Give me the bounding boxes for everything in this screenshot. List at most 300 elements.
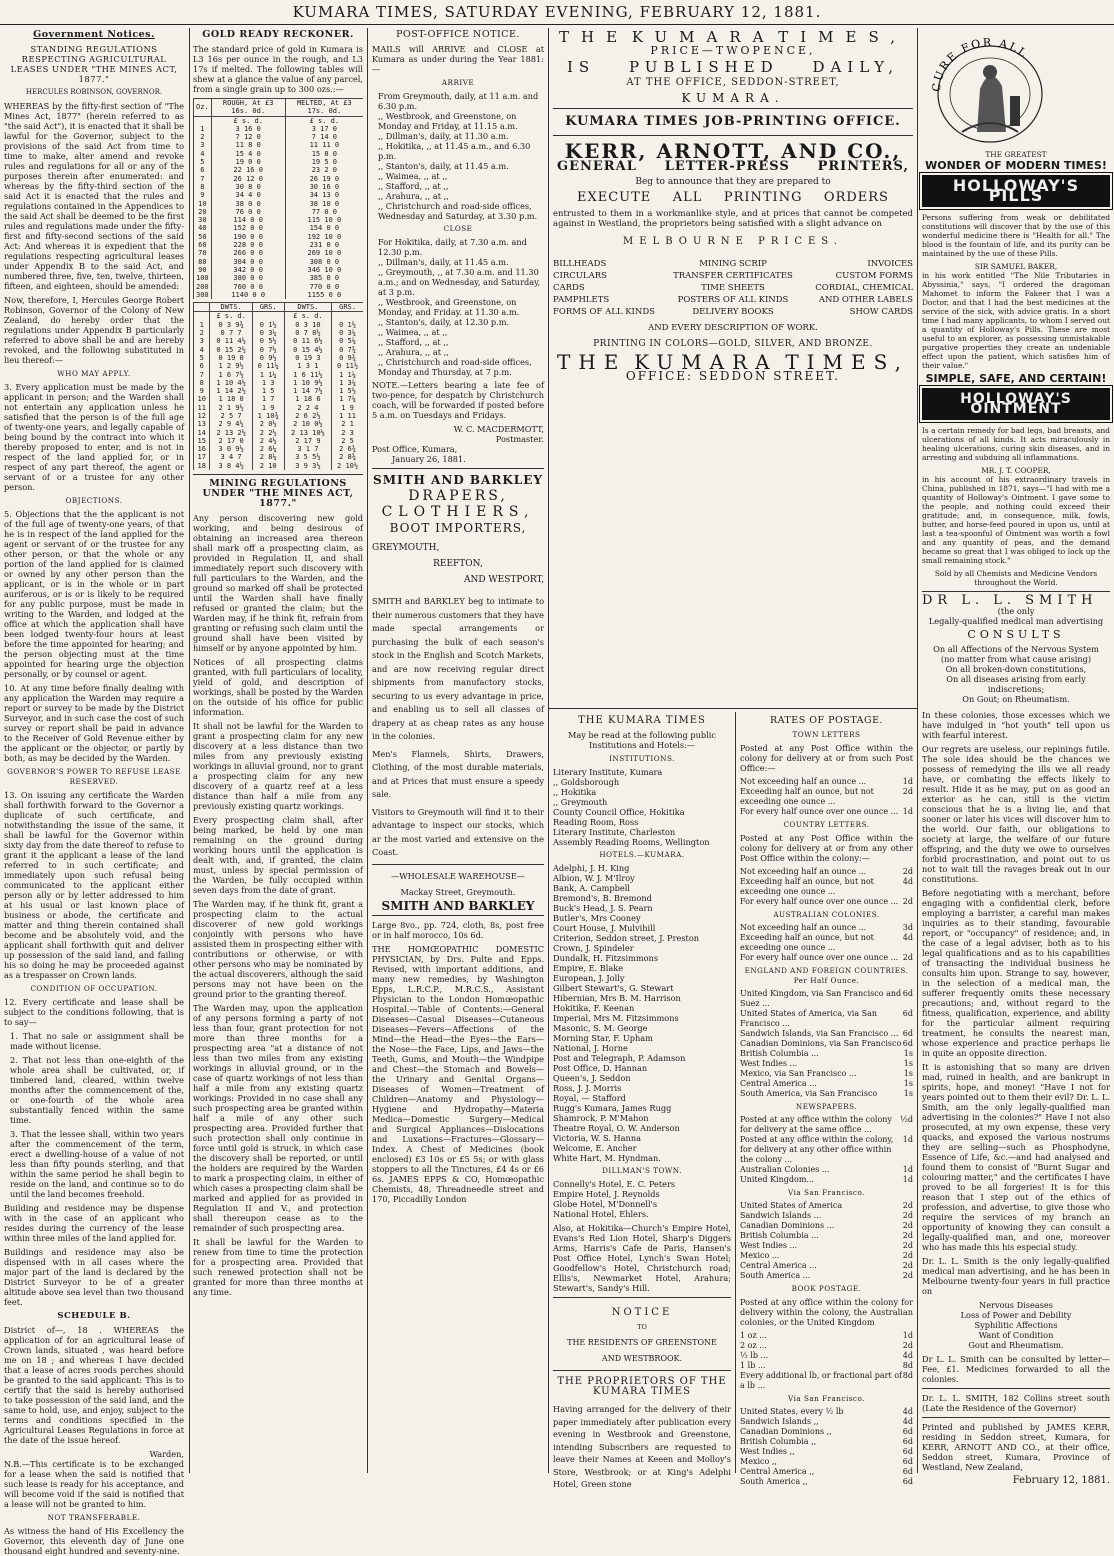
- colours-line: PRINTING IN COLORS—GOLD, SILVER, AND BRONZE.: [593, 339, 873, 349]
- paragraph: MAILS will ARRIVE and CLOSE at Kumara as under during the Year 1881:—: [372, 44, 544, 74]
- rate-label: Mexico, via San Francisco ...: [740, 1069, 857, 1078]
- rate-label: Sandwich Islands ...: [740, 1211, 822, 1220]
- paragraph: Posted at any Post Office within the colony for delivery at or from any other Post Office within the colony:—: [740, 833, 913, 863]
- sold-line: Sold by all Chemists and Medicine Vendors throughout the World.: [934, 569, 1098, 587]
- imprint: Printed and published by JAMES KERR, residing in Seddon street, Kumara, for KERR, ARNOTT AND CO., at their office, Seddon street, Kumara, Province of Westland, New Zealand,: [922, 1422, 1110, 1472]
- side-heading: DILLMAN'S TOWN.: [602, 1166, 682, 1175]
- rate-row: [740, 1069, 913, 1079]
- table-cell: 2 6 2½: [284, 412, 331, 420]
- rate-value: 2d: [902, 953, 913, 962]
- rate-row: [740, 1457, 913, 1467]
- list-item: Queen's, J. Seddon: [553, 1073, 631, 1083]
- table-row: [194, 329, 364, 337]
- rate-value: 1d: [902, 1165, 913, 1174]
- kt-office: AT THE OFFICE, SEDDON-STREET,: [626, 77, 840, 88]
- table-cell: 3 8 4½: [210, 462, 252, 470]
- table-cell: 3 16 0: [211, 125, 285, 133]
- side-heading: TOWN LETTERS: [792, 730, 861, 739]
- rate-row: [740, 953, 913, 963]
- table-cell: 0 15 4½: [284, 346, 331, 354]
- rate-value: 1d: [902, 777, 913, 786]
- table-cell: 0 7 7: [210, 329, 252, 337]
- rate-label: Sandwich Islands, via San Francisco ...: [740, 1029, 899, 1038]
- kerr-arnott-heading: KERR, ARNOTT, AND CO.,: [564, 139, 902, 163]
- list-item: ,, Stafford, ,, at ,,: [378, 181, 449, 191]
- paragraph: Building and residence may be dispense with in the case of an applicant who resides during the currency of the lease within three miles of the land applied for.: [4, 1203, 184, 1243]
- paragraph: The Warden may, if he think fit, grant a prospecting claim to the actual discoverer of new gold workings conjointly with persons who have assisted them in prospecting either with contributions or otherwise, or with other persons who may be nominated by the actual discoverers, although the said persons may not have been on the ground prior to the granting thereof.: [193, 899, 363, 1000]
- word: GENERAL: [557, 159, 637, 174]
- table-cell: 3 5 5½: [284, 453, 331, 461]
- rate-row: [740, 1261, 913, 1271]
- list-item: Theatre Royal, O. W. Anderson: [553, 1123, 680, 1133]
- list-item: Morning Star, F. Upham: [553, 1033, 653, 1043]
- kt-title-row: [553, 28, 913, 46]
- table-cell: 38 0 0: [211, 200, 285, 208]
- rate-label: West Indies ...: [740, 1241, 798, 1250]
- table-cell: 17: [194, 453, 210, 461]
- table-cell: 0 9¾: [332, 354, 363, 362]
- list-item: Butler's, Mrs Cooney: [553, 913, 641, 923]
- rate-value: 1s: [903, 1049, 913, 1058]
- rate-value: 6d: [902, 1009, 913, 1018]
- table-row: [194, 371, 364, 379]
- table-row: [194, 291, 364, 299]
- rate-value: 2d: [902, 1251, 913, 1260]
- rate-label: Sandwich Islands ,,: [740, 1417, 819, 1426]
- paragraph: NOTE.—Letters bearing a late fee of two-pence, for despatch by Christchurch coach, will be forwarded if posted before 5 a.m. on Tuesdays and Fridays.: [372, 380, 544, 420]
- table-subheader: [252, 312, 284, 321]
- table-cell: 30 16 0: [285, 183, 363, 191]
- table-cell: 1 6 7½: [210, 371, 252, 379]
- table-cell: 0 7 8½: [284, 329, 331, 337]
- list-item: ,, Christchurch and road-side offices, Monday and Thursday, at 7 p.m.: [378, 357, 532, 377]
- paragraph: Buildings and residence may also be dispensed with in all cases where the major part of the land is declared by the District Surveyor to be of a greater altitude above sea level than two thousand feet.: [4, 1247, 184, 1307]
- table-cell: 7 12 0: [211, 133, 285, 141]
- rate-value: 2d: [902, 1341, 913, 1350]
- table-cell: 0 7½: [252, 346, 284, 354]
- table-cell: 4: [194, 346, 210, 354]
- paragraph: Also, at Hokitika—Church's Empire Hotel, Evans's Red Lion Hotel, Sharp's Diggers Arms, Harris's Cafe de Paris, Hansen's Post Office Hotel, Lynch's Swan Hotel; Goodfellow's Hotel, Christchurch road; Ellis's, Newmarket Hotel, Arahura; Stewart's, Sandy's Hill.: [553, 1223, 731, 1293]
- list-item: On Gout; on Rheumatism.: [962, 694, 1070, 704]
- table-cell: 0 11¼: [252, 362, 284, 370]
- rate-row: [740, 933, 913, 953]
- rate-label: Canadian Dominions ,,: [740, 1427, 832, 1436]
- execute-row: [553, 190, 913, 205]
- imprint-date: February 12, 1881.: [1012, 1475, 1110, 1486]
- table-cell: 1 7¼: [332, 395, 363, 403]
- table-cell: 342 0 0: [211, 266, 285, 274]
- table-cell: 22 16 0: [211, 166, 285, 174]
- printing-item: CUSTOM FORMS: [835, 271, 913, 281]
- printing-item: BILLHEADS: [553, 259, 607, 269]
- table-cell: 18: [194, 462, 210, 470]
- rate-value: 2d: [902, 1271, 913, 1280]
- rate-value: 1s: [903, 1059, 913, 1068]
- list-item: Want of Condition: [978, 1330, 1054, 1340]
- table-cell: 3 0 9½: [210, 445, 252, 453]
- rate-row: Posted at any office within the colony, for delivery at any other office within the colony ... 1d: [740, 1135, 913, 1164]
- table-cell: 19 0 0: [211, 158, 285, 166]
- table-cell: 13: [194, 420, 210, 428]
- arrive-list: [372, 91, 544, 221]
- table-row: [194, 125, 364, 133]
- table-cell: 0 5½: [252, 337, 284, 345]
- list-item: Post and Telegraph, P. Adamson: [553, 1053, 686, 1063]
- table-cell: 26 19 0: [285, 175, 363, 183]
- rate-value: 6d: [902, 1477, 913, 1486]
- table-cell: 38 10 0: [285, 200, 363, 208]
- printing-item: PAMPHLETS: [553, 295, 610, 305]
- table-cell: 2 10½: [332, 462, 363, 470]
- table-cell: 34 4 0: [211, 191, 285, 199]
- list-item: Syphilitic Affections: [974, 1320, 1058, 1330]
- rate-row: [740, 1079, 913, 1089]
- ad-place: REEFTON,: [433, 559, 483, 569]
- table-cell: 26 12 0: [211, 175, 285, 183]
- rate-label: Exceeding half an ounce, but not exceeding one ounce ...: [740, 933, 874, 952]
- list-item: ,, Hokitika, ,, at 11.45 a.m., and 6.30 p.m.: [378, 141, 531, 161]
- rate-label: Australian Colonies ...: [740, 1165, 830, 1174]
- list-item: ,, Arahura, ,, at ,,: [378, 347, 449, 357]
- table-cell: 266 0 0: [211, 249, 285, 257]
- rate-label: South America, via San Francisco: [740, 1089, 878, 1098]
- table-cell: 1 14 2½: [210, 387, 252, 395]
- dr-smith-heading: DR L. L. SMITH: [922, 593, 1098, 608]
- paragraph: 3. Every application must be made by the applicant in person; and the Warden shall not entertain any application unless he satisfied that the person is of the full age of twenty-one years, and legally capable of being bound by the contract into which it thereby proposed to enter, and is not in respect of the land applied for, or in respect of any part thereof, the agent or servant of or a trustee for any other person.: [4, 382, 184, 492]
- rate-value: 6d: [902, 1437, 913, 1446]
- side-heading: ENGLAND AND FOREIGN COUNTRIES. Per Half Ounce.: [744, 966, 909, 985]
- paragraph: It shall be lawful for the Warden to renew from time to time the protection for a prospecting area. Provided that such renewed protection shall not be granted for more than three months at any time.: [193, 1237, 363, 1298]
- rate-row: [740, 1175, 913, 1185]
- table-cell: 0 1½: [332, 321, 363, 329]
- column-heading: RATES OF POSTAGE.: [769, 715, 884, 726]
- rate-row: [740, 1231, 913, 1241]
- rate-row: [740, 1271, 913, 1281]
- table-cell: 10: [194, 200, 212, 208]
- where-read-column: [553, 714, 731, 1489]
- rate-value: 2d: [902, 897, 913, 906]
- list-item: Welcome, E. Ancher: [553, 1143, 637, 1153]
- greatest: THE GREATEST: [985, 150, 1047, 159]
- rate-label: United Kingdom...: [740, 1175, 815, 1184]
- medical-adverts-column: [922, 28, 1110, 1486]
- list-item: Crown, J. Spindeler: [553, 943, 634, 953]
- rate-row: [740, 1241, 913, 1251]
- table-row: [194, 266, 364, 274]
- list-item: Empire, E. Blake: [553, 963, 624, 973]
- paragraph: Having arranged for the delivery of their paper immediately after publication every evening in Westbrook and Greenstone, intending Subscribers are requested to leave their Names at Keeen and Molloy's Store, Westbrook; or at King's Adelphi Hotel, Green stone: [553, 1404, 731, 1489]
- kt-price: PRICE—TWOPENCE,: [650, 44, 816, 57]
- table-cell: 8: [194, 183, 212, 191]
- list-item: ,, Dillman's, daily, at 11.45 a.m.: [378, 257, 509, 267]
- kumara-times-advert: [553, 28, 913, 708]
- list-item: ,, Hokitika: [553, 787, 597, 797]
- list-item: From Greymouth, daily, at 11 a.m. and 6.30 p.m.: [378, 91, 539, 111]
- list-item: ,, Stafford, ,, at ,,: [378, 337, 449, 347]
- rate-label: For every half ounce over one ounce ...: [740, 953, 899, 962]
- table-cell: 5: [194, 158, 212, 166]
- printing-item-row: [553, 307, 913, 317]
- rate-label: ½ lb ...: [740, 1351, 769, 1360]
- rate-label: For every half ounce over one ounce ...: [740, 807, 899, 816]
- rate-row: [740, 1211, 913, 1221]
- paragraph: It is astonishing that so many are driven mad, ruined in health, and are bankrupt in spirits, hope, and money! "Have I not for years pointed out to them their evil? Dr. L. L. Smith, am the only legally-qualified man advertising in the colonies?" Have I not also prosecuted, at my own expense, these very quacks, and exposed the various nostrums they are selling—such as Phosphodyne, Essence of Life, &c.—and had analysed and found them to consist of "Burnt Sugar and colouring matter," and the certificates I have proved to be all forgeries! It is for this reason that I step out of the ethics of profession, and advertise, to give those who require the services of my branch an opportunity of knowing they can consult a legally-qualified man, and one, moreover who has made this his especial study.: [922, 1062, 1110, 1252]
- table-row: [194, 183, 364, 191]
- rate-value: 8d: [902, 1361, 913, 1370]
- rates-of-postage-column: [740, 714, 913, 1486]
- kt-word: PUBLISHED: [628, 58, 779, 76]
- rate-row: [740, 1089, 913, 1099]
- rate-row: [740, 989, 913, 1009]
- table-cell: 2 9 4½: [210, 420, 252, 428]
- table-cell: 1 9: [332, 404, 363, 412]
- paragraph: Notices of all prospecting claims granted, with full particulars of locality, yield of gold, and description of workings, shall be posted by the Warden on the outside of his office for public information.: [193, 657, 363, 718]
- table-row: [194, 429, 364, 437]
- holloway-seal-icon: [922, 34, 1058, 144]
- rate-value: 3d: [902, 923, 913, 932]
- list-item: Bank, A. Campbell: [553, 883, 630, 893]
- legally-line: Legally-qualified medical man advertising: [928, 616, 1104, 626]
- rate-value: 1d: [902, 1175, 913, 1184]
- newspaper-rates: [740, 1165, 913, 1185]
- table-cell: 0 3 10: [284, 321, 331, 329]
- rate-row: Every additional lb, or fractional part of a lb ... 8d: [740, 1371, 913, 1390]
- rate-label: Canadian Dominions ...: [740, 1221, 835, 1230]
- kt-word: KUMARA: [634, 350, 778, 374]
- table-header: GRS.: [332, 303, 363, 312]
- paragraph: Visitors to Greymouth will find it to their advantage to inspect our stocks, which ar the most varied and extensive on the Coast.: [372, 806, 544, 857]
- printing-item: POSTERS OF ALL KINDS: [677, 295, 789, 305]
- table-cell: 115 10 0: [285, 216, 363, 224]
- printing-item: CIRCULARS: [553, 271, 607, 281]
- ad-line: BOOT IMPORTERS,: [389, 521, 527, 535]
- rate-row: [740, 867, 913, 877]
- rate-row: [740, 787, 913, 807]
- list-item: Loss of Power and Debility: [960, 1310, 1072, 1320]
- table-cell: 2: [194, 329, 210, 337]
- table-cell: 1 1¼: [252, 371, 284, 379]
- table-subheader: £ s. d.: [285, 116, 363, 125]
- table-row: [194, 133, 364, 141]
- table-row: [194, 412, 364, 420]
- table-cell: 1 18 0: [210, 395, 252, 403]
- side-heading: COUNTRY LETTERS.: [783, 820, 870, 829]
- table-subheader: £ s. d.: [211, 116, 285, 125]
- rate-row: [740, 1467, 913, 1477]
- rate-value: 1s: [903, 1079, 913, 1088]
- book-sanfran-rates: [740, 1407, 913, 1487]
- paragraph: The standard price of gold in Kumara is L3 16s per ounce in the rough, and L3 17s if melted. The following tables will shew at a glance the value of any parcel, from a single grain up to 300 ozs.:—: [193, 44, 363, 94]
- list-item: ,, Goldsborough: [553, 777, 620, 787]
- table-cell: 8: [194, 379, 210, 387]
- paragraph: 13. On issuing any certificate the Warden shall forthwith forward to the Governor a duplicate of such certificate, and notwithstanding the issue of the same, it shall be lawful for the Governor within sixty day from the date thereof to refuse to grant it the applicant a lease of the land referred to in such certificate; and immediately upon such refusal being communicated to the applicant either person ally or by letter addressed to him at his usual or last known place of business or abode, the certificate and matter and thing therein contained shall become and be absolutely void, and the applicant shall forthwith quit and deliver up possession of the said land, and failing his so doing he may be proceeded against as a trespasser on Crown lands.: [4, 790, 184, 980]
- list-item: Adelphi, J. H. King: [553, 863, 630, 873]
- table-cell: 385 0 0: [285, 274, 363, 282]
- table-cell: 30 8 0: [211, 183, 285, 191]
- paragraph: Men's Flannels, Shirts, Drawers, Clothing, of the most durable materials, and at Prices that must ensure a speedy sale.: [372, 748, 544, 799]
- list-item: Victoria, W. S. Hanna: [553, 1133, 641, 1143]
- table-cell: 269 10 0: [285, 249, 363, 257]
- table-row: [194, 208, 364, 216]
- table-cell: 40: [194, 224, 212, 232]
- rate-label: Not exceeding half an ounce ...: [740, 777, 867, 786]
- ad-heading: SMITH AND BARKLEY: [373, 473, 543, 487]
- table-cell: 2 3: [332, 429, 363, 437]
- column-heading: GOLD READY RECKONER.: [202, 29, 354, 40]
- side-heading: Via San Francisco.: [788, 1394, 865, 1403]
- list-item: ,, Waimea, ,, at ,,: [378, 327, 448, 337]
- baker-heading: SIR SAMUEL BAKER,: [974, 262, 1058, 271]
- table-cell: 1 14 7½: [284, 387, 331, 395]
- kt2-title-row: [553, 350, 913, 374]
- word: EXECUTE: [577, 190, 652, 205]
- list-item: Empire Hotel, J. Reynolds: [553, 1189, 660, 1199]
- table-row: [194, 274, 364, 282]
- side-heading: CLOSE: [443, 224, 473, 233]
- table-subheader: £ s. d.: [284, 312, 331, 321]
- side-heading: ARRIVE: [441, 78, 475, 87]
- list-item: Assembly Reading Rooms, Wellington: [553, 837, 710, 847]
- table-cell: 20: [194, 208, 212, 216]
- intro: May be read at the following public Institutions and Hotels:—: [568, 730, 716, 750]
- rate-value: 6d: [902, 1457, 913, 1466]
- table-cell: 2 17 0: [210, 437, 252, 445]
- every-line: AND EVERY DESCRIPTION OF WORK.: [648, 323, 818, 333]
- notice-and: AND WESTBROOK.: [601, 1354, 683, 1363]
- table-row: [194, 283, 364, 291]
- rate-value: 2d: [902, 1231, 913, 1240]
- kt-published-row: [553, 58, 913, 76]
- notice-to: TO: [637, 1323, 647, 1331]
- rate-value: 6d: [902, 1447, 913, 1456]
- byline: HERCULES ROBINSON, GOVERNOR.: [25, 88, 163, 96]
- table-cell: 2 8¼: [252, 453, 284, 461]
- rate-value: 2d: [902, 867, 913, 876]
- paragraph: in his account of his extraordinary travels in China, published in 1871, says—"I had with me a quantity of Holloway's Ointment. I gave some to the people, and nothing could exceed their gratitude; and, in consequence, milk, fowls, butter, and horse-feed poured in upon us, until at last a tea-spoonful of Ointment was worth a fowl and any quantity of peas, and the demand became so great that I was obliged to lock up the small remaining stock.": [922, 475, 1110, 565]
- list-item: ,, Greymouth, ,, at 7.30 a.m. and 11.30 a.m.; and on Wednesday, and Saturday, at 3 p.m.: [378, 267, 541, 297]
- hotels-list: [553, 863, 731, 1163]
- rate-value: 4d: [902, 1417, 913, 1426]
- table-row: [194, 166, 364, 174]
- signer-title: Postmaster.: [495, 434, 544, 444]
- wonder-heading: WONDER OF MODERN TIMES!: [925, 159, 1107, 172]
- rate-row: [740, 923, 913, 933]
- table-cell: 1 6 11½: [284, 371, 331, 379]
- rate-value: 2d: [902, 1221, 913, 1230]
- job-printing: KUMARA TIMES JOB-PRINTING OFFICE.: [565, 114, 901, 129]
- table-cell: 190 0 0: [211, 233, 285, 241]
- table-cell: 9: [194, 191, 212, 199]
- rate-row: [740, 1221, 913, 1231]
- paragraph: Dr. L. L. Smith is the only legally-qualified medical man advertising, and he has been in Melbourne twenty-four years in full practice on: [922, 1256, 1110, 1296]
- list-item: National, J. Horne: [553, 1043, 628, 1053]
- table-cell: 14: [194, 429, 210, 437]
- table-row: [194, 233, 364, 241]
- table-cell: 2 13 2½: [210, 429, 252, 437]
- table-cell: 15 8 0: [285, 150, 363, 158]
- table-row: [194, 404, 364, 412]
- table-cell: 6: [194, 362, 210, 370]
- ad-place: GREYMOUTH,: [372, 543, 440, 553]
- notice-title: STANDING REGULATIONS RESPECTING AGRICULTURAL LEASES UNDER "THE MINES ACT, 1877.": [10, 44, 178, 84]
- rate-value: 2d: [902, 1201, 913, 1210]
- rate-label: Mexico ,,: [740, 1457, 777, 1466]
- table-cell: 11: [194, 404, 210, 412]
- rate-value: 1d: [902, 1331, 913, 1340]
- table-cell: 1 5½: [332, 387, 363, 395]
- table-cell: 2 5 7: [210, 412, 252, 420]
- table-row: [194, 379, 364, 387]
- paragraph: in his work entitled "The Nile Tributaries in Abyssinia," says, "I ordered the dragoman Mahomet to inform the Fakeer that I was a Doctor, and that I had the best medicines at the service of the sick, with advice gratis. In a short time I had many applicants, to whom I served out a quantity of Holloway's Pills. These are most useful to an explorer, as possessing unmistakable purgative properties they create an undeniable effect upon the patient, which satisfies him of their value.": [922, 271, 1110, 370]
- table-cell: 152 0 0: [211, 224, 285, 232]
- svg-text:CURE FOR ALL: [930, 36, 1031, 93]
- table-row: [194, 321, 364, 329]
- rate-label: Central America ,,: [740, 1467, 815, 1476]
- table-header: DWTS.: [284, 303, 331, 312]
- table-cell: 2 5: [332, 437, 363, 445]
- side-heading: Via San Francisco.: [788, 1188, 865, 1197]
- paragraph: Now, therefore, I, Hercules George Robert Robinson, Governor of the Colony of New Zealand, do hereby order that the regulations under Appendix B particularly referred to above shall be and are hereby revoked, and the following substituted in lieu thereof:—: [4, 295, 184, 365]
- rate-label: Canadian Dominions, via San Francisco: [740, 1039, 902, 1048]
- table-cell: 760 0 0: [211, 283, 285, 291]
- kt-word: TIMES,: [778, 28, 907, 46]
- table-row: [194, 241, 364, 249]
- list-item: Royal, — Stafford: [553, 1093, 626, 1103]
- table-cell: 1 7: [252, 395, 284, 403]
- side-heading: OBJECTIONS.: [65, 496, 123, 505]
- paragraph: 3. That the lessee shall, within two years after the commencement of the term, erect a dwelling-house of a value of not less than fifty pounds sterling, and that within the same period he shall begin to reside on the land, and continue so to do until the land becomes freehold.: [10, 1129, 184, 1199]
- side-heading: AUSTRALIAN COLONIES.: [773, 910, 880, 919]
- list-item: Bremond's, B. Bremond: [553, 893, 652, 903]
- rate-label: United States of America: [740, 1201, 843, 1210]
- table-cell: 0 9½: [252, 354, 284, 362]
- table-cell: 0 3¼: [332, 329, 363, 337]
- rate-row: [740, 1407, 913, 1417]
- table-cell: 6: [194, 166, 212, 174]
- word: ALL: [672, 190, 703, 205]
- list-item: Court House, J. Mulvihill: [553, 923, 656, 933]
- list-item: Gilbert Stewart's, G. Stewart: [553, 983, 674, 993]
- printing-item-row: [553, 271, 913, 281]
- table-row: [194, 462, 364, 470]
- rate-label: 1 oz ...: [740, 1331, 767, 1340]
- rate-label: British Columbia ...: [740, 1049, 819, 1058]
- table-cell: 2 10 0½: [284, 420, 331, 428]
- rate-row: [740, 1009, 913, 1029]
- table-row: [194, 175, 364, 183]
- printing-item: AND OTHER LABELS: [818, 295, 913, 305]
- table-header: ROUGH, At £3 16s. 0d.: [211, 99, 285, 117]
- paragraph: Posted at any office within the colony for delivery within the colony, the Australian colonies, or the United Kingdom: [740, 1297, 913, 1327]
- warehouse: —WHOLESALE WAREHOUSE—: [391, 870, 525, 881]
- table-cell: 2 17 9: [284, 437, 331, 445]
- rate-label: United Kingdom, via San Francisco and Suez ...: [740, 989, 902, 1008]
- list-item: ,, Dillman's, daily, at 11.30 a.m.: [378, 131, 509, 141]
- table-cell: 7: [194, 371, 210, 379]
- printing-item: INVOICES: [867, 259, 913, 269]
- table-cell: 304 0 0: [211, 258, 285, 266]
- table-row: [194, 346, 364, 354]
- table-cell: 1: [194, 125, 212, 133]
- rate-row: [740, 1437, 913, 1447]
- holloways-ointment-banner: HOLLOWAY'S OINTMENT: [922, 388, 1110, 420]
- section-rule: [548, 708, 917, 709]
- table-cell: 2 10: [252, 462, 284, 470]
- proprietors-heading: THE PROPRIETORS OF THE KUMARA TIMES: [557, 1376, 727, 1397]
- list-item: Nervous Diseases: [979, 1300, 1053, 1310]
- rate-label: West Indies ,,: [740, 1447, 795, 1456]
- paragraph: THE HOMŒOPATHIC DOMESTIC PHYSICIAN, by Drs. Pulte and Epps. Revised, with important additions, and many new remedies, by Washington Epps, L.R.C.P., M.R.C.S., Assistant Physician to the London Homœopathic Hospital.—Table of Contents:—General Diseases—Casual Diseases—Cutaneous Diseases—Fevers—Affections of the Mind—the Head—the Eyes—the Ears—the Nose—the Face, Lips, and Jaws—the Teeth, Gums, and Mouth—the Windpipe and Chest—the Stomach and Bowels—the Urinary and Genital Organs—Diseases of Women—Treatment of Children—Anatomy and Physiology—Hygiene and Hydropathy—Materia Medica—Domestic Surgery—Medical and Surgical Appliances—Dislocations and Luxations—Fractures—Glossary—Index. A Chest of Medicines (book enclosed) £3 10s or £5 5s; or with glass stoppers to all the Tinctures, £4 4s or £6 6s. JAMES EPPS & CO, Homœopathic Chemists, 48, Threadneedle street and 170, Piccadilly London: [372, 943, 544, 1204]
